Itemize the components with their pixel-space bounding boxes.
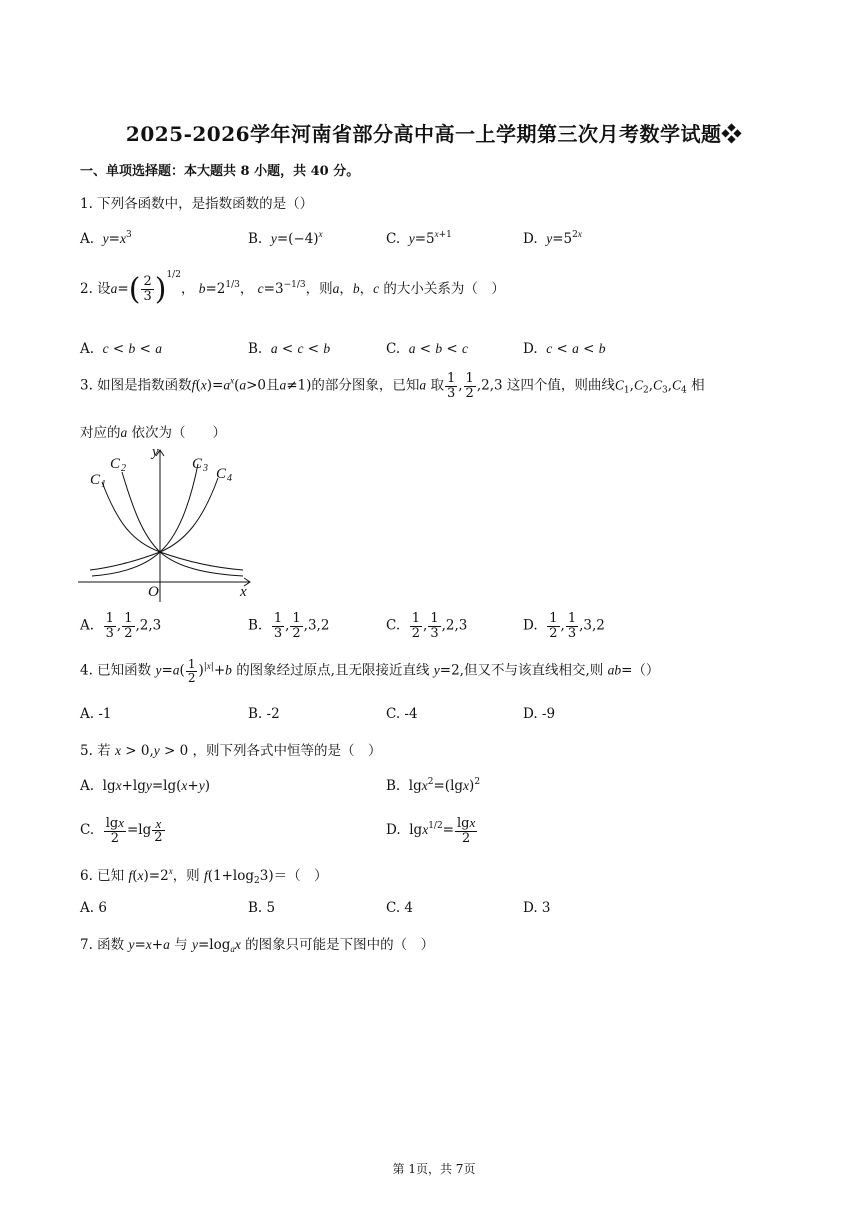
svg-text:2: 2 — [121, 463, 126, 474]
q1-option-a-label: A. — [80, 231, 95, 247]
q3-option-d-label: D. — [523, 617, 538, 634]
q2-option-b-label: B. — [248, 341, 263, 357]
q3-option-d[interactable]: D. $\frac{1}{2}$ , $\frac{1}{3}$ ,3,2 — [523, 611, 605, 641]
q2-option-a[interactable]: A. c < b < a — [80, 341, 162, 357]
q5-option-b-label: B. — [386, 778, 401, 794]
q3-option-a-label: A. — [80, 617, 95, 634]
label-y: y — [152, 444, 159, 460]
q2-option-b[interactable]: B. a < c < b — [248, 341, 331, 357]
q3-option-b-label: B. — [248, 617, 263, 634]
q1-option-a[interactable]: A. $y=x^3$ — [80, 230, 132, 247]
label-origin: O — [148, 584, 159, 600]
curve-c1 — [102, 482, 243, 570]
label-c1: C — [90, 472, 101, 488]
question-6-stem: 6. 已知 $f(x)=2^x$，则 $f(1+\log_23)=$（ ） — [80, 866, 328, 886]
question-4-stem: 4. 已知函数 y=a( $\frac{1}{2}$ )$^{|x|}$+b 的图象经过原点,且无限接近直线 y=2,但又不与该直线相交,则 ab=（） — [80, 657, 660, 685]
q1-option-c[interactable]: C. $y=5^{x+1}$ — [386, 229, 452, 247]
label-c4: C — [216, 466, 227, 482]
q3-option-c[interactable]: C. $\frac{1}{2}$ , $\frac{1}{3}$ ,2,3 — [386, 611, 468, 641]
q4-option-b[interactable]: B. -2 — [248, 706, 280, 722]
q2-option-d[interactable]: D. c < a < b — [523, 341, 606, 357]
q2-option-a-label: A. — [80, 341, 95, 357]
q4-option-d[interactable]: D. -9 — [523, 706, 556, 722]
q3-option-b[interactable]: B. $\frac{1}{3}$ , $\frac{1}{2}$ ,3,2 — [248, 611, 330, 641]
question-7-stem: 7. 函数 y=x+a 与 $y=\log_ax$ 的图象只可能是下图中的（ ） — [80, 937, 435, 954]
q1-option-c-label: C. — [386, 231, 401, 247]
page-title: 2025-2026学年河南省部分高中高一上学期第三次月考数学试题❖ — [125, 122, 743, 146]
q5-option-d-label: D. — [386, 822, 401, 839]
q5-option-c-label: C. — [80, 822, 95, 839]
q1-option-b-label: B. — [248, 231, 263, 247]
question-2-stem: 2. 设a=( $\frac{2}{3}$ )$^{1/2}$， $b=2^{1/3}$， $c=3^{-1/3}$，则a，b，c 的大小关系为（ ） — [80, 270, 505, 307]
page-footer: 第 1页，共 7页 — [392, 1162, 476, 1176]
q5-option-a[interactable]: A. lgx+lgy=lg(x+y) — [80, 778, 211, 794]
q6-option-c[interactable]: C. 4 — [386, 900, 414, 916]
question-3-stem: 3. 如图是指数函数$f(x)=a^x(a>0$且a≠1)的部分图象，已知a 取 $\frac{1}{3}$ , $\frac{1}{2}$ ,2,3 这四个值，则曲线$C_1,C_2,C_3,C_4$ 相 — [80, 371, 705, 401]
q2-option-c-label: C. — [386, 341, 401, 357]
q6-option-a[interactable]: A. 6 — [80, 900, 107, 916]
q5-option-b[interactable]: B. $\lg x^2=(\lg x)^2$ — [386, 777, 481, 794]
q5-option-a-label: A. — [80, 778, 95, 794]
q3-option-c-label: C. — [386, 617, 401, 634]
svg-text:3: 3 — [203, 463, 208, 474]
q2-option-d-label: D. — [523, 341, 538, 357]
exponential-curves-figure — [78, 444, 258, 604]
label-x: x — [240, 584, 247, 600]
svg-text:1: 1 — [101, 479, 106, 490]
q5-option-c[interactable]: C. $\frac{\lg x}{2}$ =lg $\frac{x}{2}$ — [80, 815, 163, 846]
q4-option-a[interactable]: A. -1 — [80, 706, 112, 722]
svg-text:4: 4 — [227, 473, 232, 484]
curve-c2 — [122, 472, 243, 576]
question-3-line2: 对应的a 依次为（ ） — [80, 425, 227, 441]
q6-option-d[interactable]: D. 3 — [523, 900, 551, 916]
label-c2: C — [110, 456, 121, 472]
q1-option-d[interactable]: D. $y=5^{2x}$ — [523, 229, 582, 247]
q5-option-d[interactable]: D. lgx$^{1/2}$= $\frac{\lg x}{2}$ — [386, 815, 476, 846]
q4-option-c[interactable]: C. -4 — [386, 706, 418, 722]
curve-c4 — [90, 478, 218, 570]
question-1-stem: 1. 下列各函数中，是指数函数的是（） — [80, 196, 314, 212]
q6-option-b[interactable]: B. 5 — [248, 900, 276, 916]
label-c3: C — [192, 456, 203, 472]
q1-option-b[interactable]: B. $y=(-4)^x$ — [248, 229, 323, 247]
q2-option-c[interactable]: C. a < b < c — [386, 341, 469, 357]
q1-option-d-label: D. — [523, 231, 538, 247]
q3-option-a[interactable]: A. $\frac{1}{3}$ , $\frac{1}{2}$ ,2,3 — [80, 611, 162, 641]
question-5-stem: 5. 若 x > 0,y > 0 ，则下列各式中恒等的是（ ） — [80, 743, 382, 759]
section-heading: 一、单项选择题：本大题共 8 小题，共 40 分。 — [80, 164, 360, 179]
